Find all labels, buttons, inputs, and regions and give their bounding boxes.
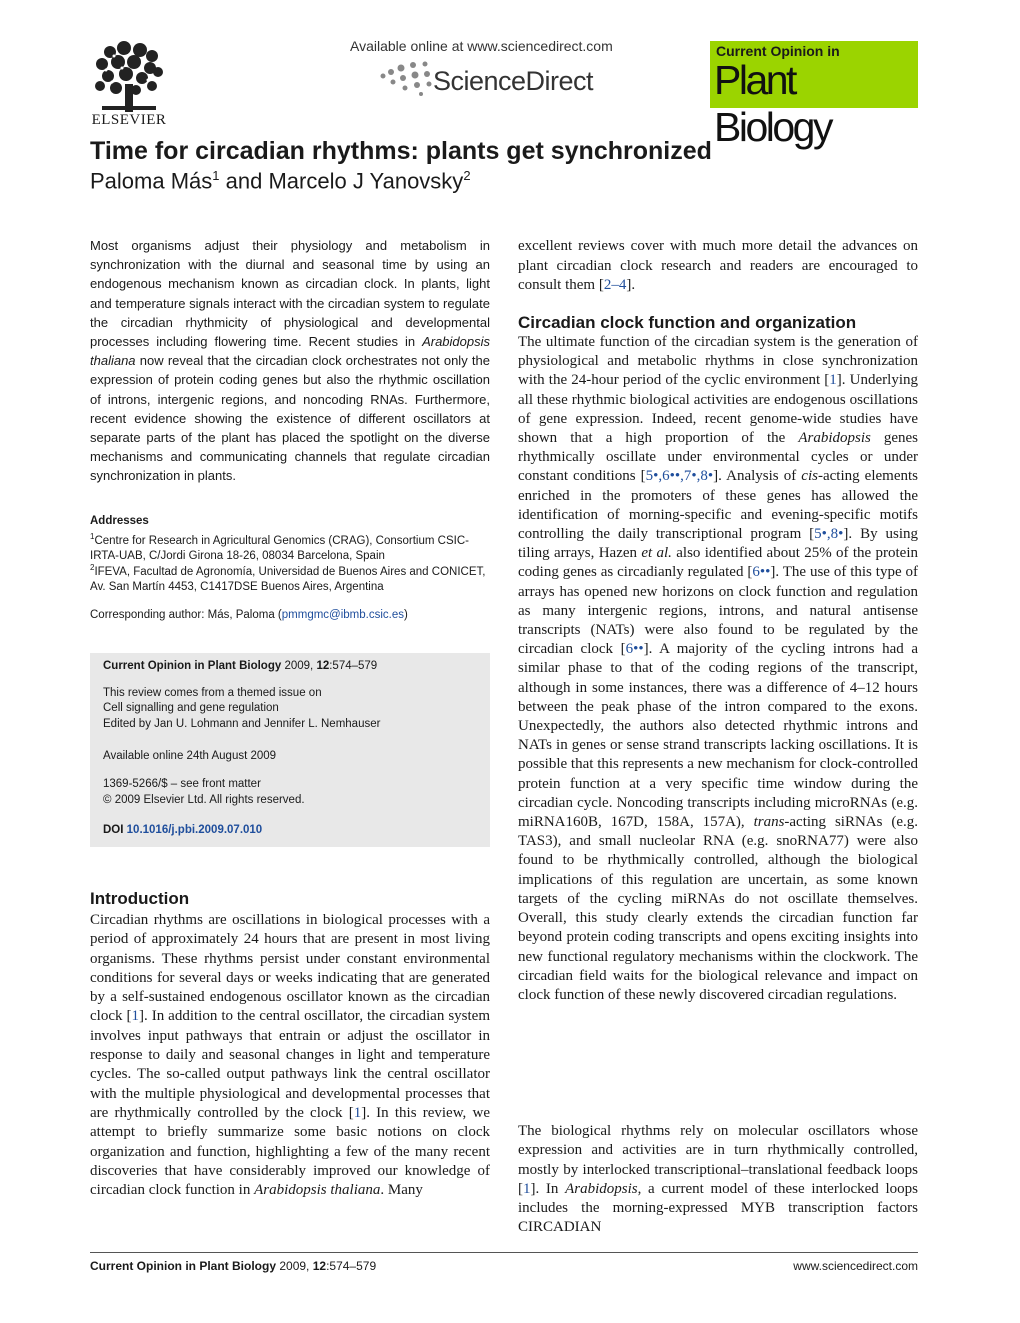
oscillators-paragraph: [518, 1122, 918, 1238]
clock-text-8: ]. The use of this type of arrays has opened new horizons on clock function and regulation as many intergenic regions, introns, and natural antisense transcripts (NATs) were also found to be regulated by the circadian clock [: [518, 564, 918, 658]
address-2-marker: 2: [90, 563, 95, 572]
info-citation: [103, 659, 377, 675]
clock-function-paragraph: [518, 333, 918, 1005]
footer-volume: 12: [312, 1259, 327, 1273]
citation-link[interactable]: 1: [829, 372, 837, 389]
intro-text-4: . Many: [380, 1182, 423, 1199]
article-authors: [90, 168, 471, 194]
abstract-text-2: now reveal that the circadian clock orchestrates not only the expression of protein coding genes but also the rhythmic oscillation of introns, intergenic regions, and noncoding RNAs. Furthermore, recent evidence showing the existence of different oscillators at separate parts of the plant has placed the spotlight on the diverse mechanisms and communicating channels that regulate circadian synchronization in plants.: [90, 353, 490, 484]
clock-text-10: -acting siRNAs (e.g. TAS3), and small nucleolar RNA (e.g. snoRNA77) were also found to be rhythmically controlled, although the biological implications of this regulation are uncertain, as some known targets of the cycling miRNAs do not oscillate themselves. Overall, this study clearly extends the circadian function far beyond protein coding transcripts and opens exciting insights into new functional regulatory mechanisms within the clockwork. The circadian field waits for the biological relevance and impact on clock function of these newly discovered circadian regulations.: [518, 814, 918, 1003]
footer-year: 2009,: [279, 1259, 310, 1273]
copyright-icon: ©: [103, 794, 112, 806]
abstract: [90, 236, 490, 486]
clock-italic-1: Arabidopsis: [798, 430, 871, 447]
addresses-heading: Addresses: [90, 515, 149, 527]
sciencedirect-wordmark: ScienceDirect: [433, 66, 594, 96]
citation-link[interactable]: 6••: [625, 641, 644, 658]
clock-italic-3: et al.: [641, 545, 672, 562]
introduction-text: [90, 911, 490, 1200]
clock-italic-2: cis: [801, 468, 818, 485]
address-2-text: IFEVA, Facultad de Agronomía, Universidad de Buenos Aires and CONICET, Av. San Martín 4453, C1417DSE Buenos Aires, Argentina: [90, 565, 486, 594]
citation-link[interactable]: 6••: [752, 564, 771, 581]
reviews-text-1: excellent reviews cover with much more detail the advances on plant circadian clock research and readers are encouraged to consult them [: [518, 238, 918, 293]
clock-italic-4: trans: [753, 814, 785, 831]
corresponding-author-close: ): [404, 609, 408, 621]
osc-italic: Arabidopsis: [565, 1180, 638, 1197]
info-volume: 12: [316, 660, 330, 672]
author-1: Paloma Más: [90, 168, 213, 194]
intro-species: Arabidopsis thaliana: [254, 1182, 381, 1199]
article-title: Time for circadian rhythms: plants get synchronized: [90, 137, 712, 165]
doi-link[interactable]: 10.1016/j.pbi.2009.07.010: [126, 824, 263, 836]
clock-text-1: The ultimate function of the circadian system is the generation of physiological and metabolic rhythms in close synchronization with the 24-hour period of the cyclic environment [: [518, 334, 918, 389]
footer-pages: :574–579: [326, 1259, 377, 1273]
sciencedirect-dots-icon: [375, 58, 435, 98]
intro-text-2: ]. In addition to the central oscillator, the circadian system involves input pathways that entrain or adjust the oscillator in response to daily and seasonal changes in light and temperature cycles. The so-called output pathways link the central oscillator with the multiple physiological and developmental processes that are rhythmically controlled by the clock [: [90, 1008, 490, 1121]
citation-link[interactable]: 2–4: [603, 277, 627, 293]
info-year: 2009,: [284, 660, 314, 672]
journal-logo: [710, 41, 918, 150]
journal-logo-top: Current Opinion in: [716, 43, 840, 59]
info-doi-label: DOI: [103, 824, 124, 836]
citation-link[interactable]: 1: [523, 1180, 531, 1197]
info-copyright-text: 2009 Elsevier Ltd. All rights reserved.: [114, 794, 305, 806]
info-available: Available online 24th August 2009: [103, 750, 277, 762]
footer-journal: Current Opinion in Plant Biology: [90, 1259, 276, 1273]
reviews-paragraph: [518, 237, 918, 296]
info-pages: :574–579: [329, 660, 378, 672]
info-editors: Edited by Jan U. Lohmann and Jennifer L. Nemhauser: [103, 718, 381, 730]
clock-text-9: ]. A majority of the cycling introns had a similar phase to that of the coding regions of the transcript, although in some instances, there was a difference of 4–12 hours between the peak phase of the intron compared to the exons. Unexpectedly, the authors also detected rhythmic introns and NATs in genes or sense strand transcripts lacking oscillations. It is possible that this represents a new mechanism for clock-controlled protein function at a very specific time window during the circadian cycle. Noncoding transcripts including microRNAs (e.g. miRNA160B, 167D, 158A, 157A),: [518, 641, 918, 831]
info-issn: 1369-5266/$ – see front matter: [103, 778, 261, 790]
address-2: [90, 560, 490, 596]
author-2: Marcelo J Yanovsky: [268, 168, 464, 194]
info-copyright: [103, 793, 305, 809]
osc-text-2: ]. In: [530, 1180, 566, 1197]
article-info-box: [90, 653, 490, 847]
journal-logo-bottom: Plant Biology: [714, 57, 831, 150]
info-doi: [103, 823, 262, 839]
available-online-text: Available online at www.sciencedirect.com: [350, 38, 613, 54]
publisher-name: ELSEVIER: [91, 112, 167, 128]
footer-url-link[interactable]: www.sciencedirect.com: [793, 1259, 918, 1273]
footer-citation: [90, 1259, 376, 1273]
corresponding-author-label: Corresponding author: Más, Paloma (: [90, 609, 282, 621]
citation-link[interactable]: 5•,8•: [814, 526, 844, 543]
corresponding-author: [90, 609, 408, 621]
clock-text-6: ]. By using tiling arrays, Hazen: [518, 526, 918, 562]
address-1-text: Centre for Research in Agricultural Genomics (CRAG), Consortium CSIC-IRTA-UAB, C/Jordi Girona 18-26, 08034 Barcelona, Spain: [90, 534, 469, 563]
citation-link[interactable]: 1: [131, 1008, 139, 1025]
osc-text-3: , a current model of these interlocked loops includes the morning-expressed MYB transcription factors CIRCADIAN: [518, 1180, 918, 1236]
intro-text-1: Circadian rhythms are oscillations in biological processes with a period of approximately 24 hours that are present in most living organisms. These rhythms persist under constant environmental conditions for several days or weeks indicating that are generated by a self-sustained endogenous oscillator known as the circadian clock [: [90, 912, 490, 1025]
clock-text-5: -acting elements enriched in the promoters of these genes has allowed the identification of morning-specific and evening-specific motifs controlling the daily transcriptional program [: [518, 468, 919, 543]
author-2-affiliation: 2: [463, 168, 471, 183]
clock-text-4: ]. Analysis of: [713, 468, 802, 485]
footer-divider: [90, 1252, 918, 1253]
reviews-text-2: ].: [626, 277, 636, 293]
corresponding-email-link[interactable]: pmmgmc@ibmb.csic.es: [281, 609, 404, 621]
intro-text-3: ]. In this review, we attempt to briefly summarize some basic notions on clock organization and function, highlighting a few of the many recent discoveries that have considerably improved our knowledge of circadian clock function in: [90, 1104, 490, 1199]
introduction-heading: Introduction: [90, 889, 190, 908]
citation-link[interactable]: 1: [353, 1104, 362, 1121]
info-journal: Current Opinion in Plant Biology: [103, 660, 282, 672]
address-1-marker: 1: [90, 532, 95, 541]
citation-link[interactable]: 5•,6••,7•,8•: [645, 468, 714, 485]
abstract-text-1: Most organisms adjust their physiology and metabolism in synchronization with the diurnal and seasonal time by using an endogenous mechanism known as circadian clock. In plants, light and temperature signals interact with the circadian system to regulate the circadian rhythmicity of physiological and developmental processes including flowering time. Recent studies in: [90, 238, 490, 350]
clock-text-3: genes rhythmically oscillate under environmental cycles or under constant conditions [: [518, 430, 919, 485]
clock-text-2: ]. Underlying all these rhythmic biological activities are endogenous oscillations of gene expression. Indeed, recent genome-wide studies have shown that a high proportion of the: [518, 372, 918, 447]
abstract-species: Arabidopsis thaliana: [90, 334, 490, 369]
clock-text-7: also identified about 25% of the protein coding genes as circadianly regulated [: [518, 545, 918, 581]
osc-text-1: The biological rhythms rely on molecular oscillators whose expression and activities are in turn rhythmically controlled, mostly by interlocked transcriptional–translational feedback loops [: [518, 1123, 918, 1197]
authors-and: and: [225, 168, 263, 194]
info-theme: Cell signalling and gene regulation: [103, 702, 279, 714]
author-1-affiliation: 1: [212, 168, 220, 183]
section-heading-clock-function: Circadian clock function and organization: [518, 313, 857, 332]
info-theme-line: This review comes from a themed issue on: [103, 687, 322, 699]
